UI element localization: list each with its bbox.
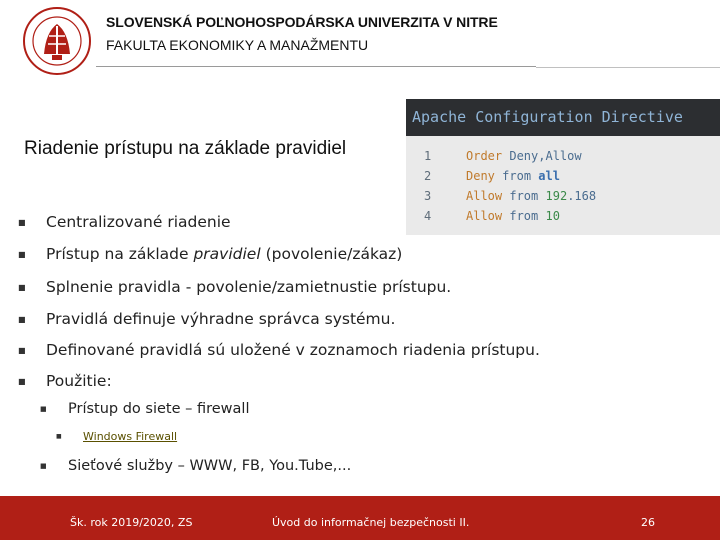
code-value: 10 <box>545 209 560 223</box>
code-line <box>406 206 720 226</box>
code-snippet-header: Apache Configuration Directive <box>406 99 720 136</box>
header-divider-right <box>536 67 720 68</box>
bullet-icon: ■ <box>18 346 26 355</box>
bullet-icon: ■ <box>18 315 26 324</box>
sub-sub-bullet-icon: ■ <box>56 433 62 440</box>
bullet-icon: ■ <box>18 377 26 386</box>
university-name: SLOVENSKÁ POĽNOHOSPODÁRSKA UNIVERZITA V NITRE <box>106 14 498 30</box>
code-text: .168 <box>567 189 597 203</box>
code-text: from <box>509 209 539 223</box>
list-item-emphasis: pravidiel <box>193 245 261 263</box>
footer-course-title: Úvod do informačnej bezpečnosti II. <box>272 516 470 529</box>
list-item-text: Prístup na základe <box>46 245 194 263</box>
faculty-name: FAKULTA EKONOMIKY A MANAŽMENTU <box>106 37 369 53</box>
code-keyword: Deny <box>466 169 495 183</box>
code-line <box>406 146 720 166</box>
line-number: 2 <box>424 169 432 183</box>
footer-page-number: 26 <box>641 516 655 529</box>
bullet-icon: ■ <box>18 218 26 227</box>
code-text: from <box>509 189 539 203</box>
code-text: from <box>502 169 532 183</box>
list-item-text: (povolenie/zákaz) <box>260 245 403 263</box>
sub-list-item: Prístup do siete – firewall <box>68 401 250 417</box>
code-text: Deny,Allow <box>509 149 582 163</box>
list-item: Centralizované riadenie <box>46 213 231 231</box>
windows-firewall-link[interactable]: Windows Firewall <box>83 430 178 443</box>
list-item: Splnenie pravidla - povolenie/zamietnustie prístupu. <box>46 278 452 296</box>
footer-bar <box>0 496 720 540</box>
line-number: 1 <box>424 149 432 163</box>
slide-title: Riadenie prístupu na základe pravidiel <box>24 138 347 159</box>
header-divider <box>96 66 536 67</box>
code-value: 192 <box>545 189 568 203</box>
code-value: all <box>538 169 560 183</box>
line-number: 4 <box>424 209 432 223</box>
bullet-icon: ■ <box>18 283 26 292</box>
university-logo <box>22 6 92 76</box>
code-keyword: Allow <box>466 209 503 223</box>
sub-list-item: Sieťové služby – WWW, FB, You.Tube,... <box>68 458 352 474</box>
sub-bullet-icon: ■ <box>40 405 47 413</box>
footer-academic-year: Šk. rok 2019/2020, ZS <box>70 516 193 529</box>
list-item <box>46 245 402 263</box>
code-line <box>406 166 720 186</box>
line-number: 3 <box>424 189 432 203</box>
code-line <box>406 186 720 206</box>
list-item: Pravidlá definuje výhradne správca systému. <box>46 310 396 328</box>
code-keyword: Order <box>466 149 503 163</box>
sub-bullet-icon: ■ <box>40 462 47 470</box>
list-item: Definované pravidlá sú uložené v zoznamoch riadenia prístupu. <box>46 341 540 359</box>
code-snippet <box>406 99 720 235</box>
code-keyword: Allow <box>466 189 503 203</box>
bullet-icon: ■ <box>18 250 26 259</box>
list-item: Použitie: <box>46 372 112 390</box>
